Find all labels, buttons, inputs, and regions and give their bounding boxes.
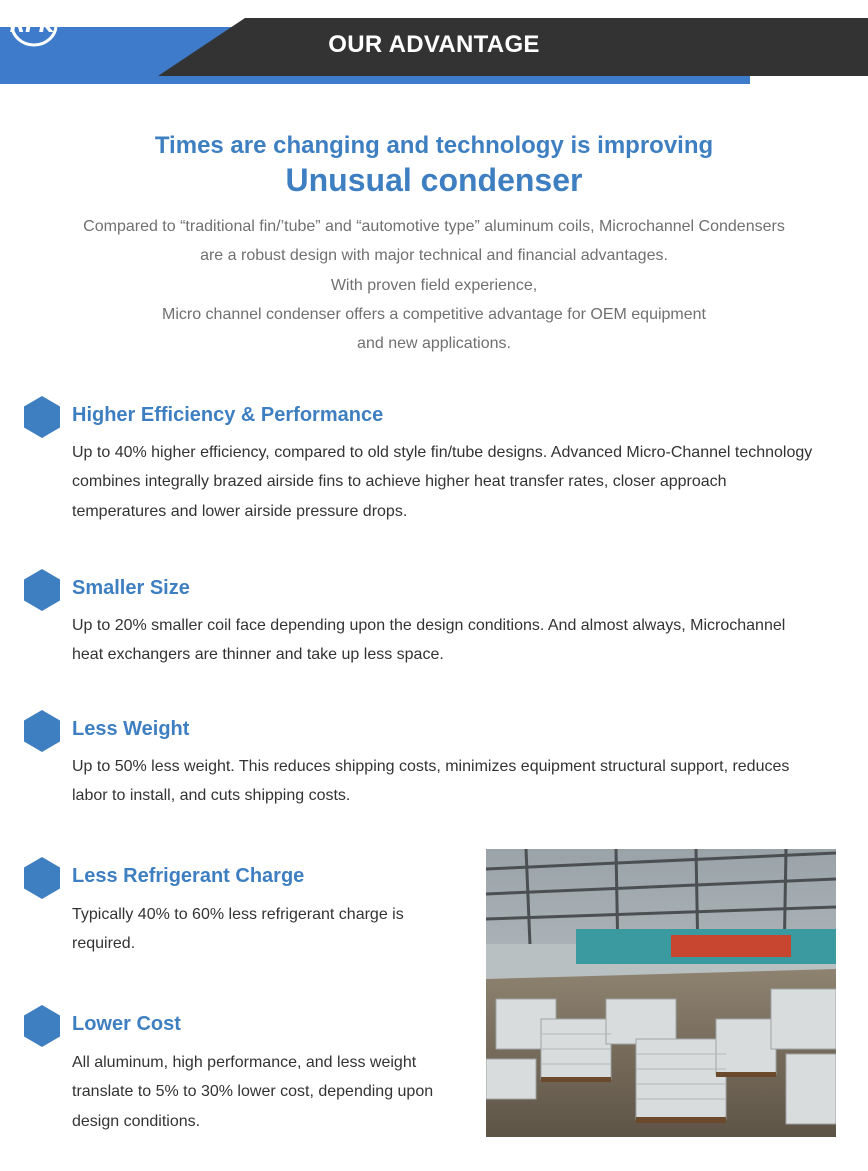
factory-photo — [486, 849, 836, 1137]
header-banner — [0, 0, 868, 90]
feature-line: Up to 50% less weight. This reduces shipping costs, minimizes equipment structural support, reduces — [72, 758, 790, 775]
feature-line: labor to install, and cuts shipping costs. — [72, 787, 351, 805]
feature-title: Lower Cost — [72, 1013, 181, 1035]
feature-line: translate to 5% to 30% lower cost, depending upon — [72, 1083, 434, 1101]
intro-line: With proven field experience, — [330, 276, 538, 294]
rfk-logo-icon — [0, 0, 64, 50]
feature-line: combines integrally brazed airside fins to achieve higher heat transfer rates, closer approach — [72, 473, 727, 491]
hexagon-bullet-icon — [22, 1004, 62, 1048]
feature-description — [72, 900, 472, 959]
feature-title: Less Weight — [72, 718, 190, 740]
feature-title: Smaller Size — [72, 577, 190, 599]
feature-description — [72, 1048, 472, 1136]
page-title: OUR ADVANTAGE — [328, 31, 540, 58]
feature-line: All aluminum, high performance, and less weight — [72, 1054, 417, 1071]
factory-illustration — [486, 849, 836, 1137]
feature-line: Up to 20% smaller coil face depending upon the design conditions. And almost always, Microchannel — [72, 617, 786, 634]
feature-title: Higher Efficiency & Performance — [72, 404, 384, 426]
intro-line: Micro channel condenser offers a competitive advantage for OEM equipment — [162, 305, 706, 323]
feature-line: heat exchangers are thinner and take up less space. — [72, 646, 444, 664]
feature-line: Typically 40% to 60% less refrigerant charge is — [72, 906, 404, 923]
feature-line: temperatures and lower airside pressure drops. — [72, 502, 408, 520]
intro-line: Compared to “traditional fin/’tube” and “automotive type” aluminum coils, Microchannel Condensers — [83, 218, 785, 235]
hexagon-bullet-icon — [22, 395, 62, 439]
intro-line: and new applications. — [357, 335, 511, 353]
section-subtitle: Times are changing and technology is improving — [154, 132, 714, 159]
feature-line: design conditions. — [72, 1112, 201, 1130]
feature-description — [72, 611, 862, 670]
feature-description — [72, 438, 862, 526]
intro-line: are a robust design with major technical and financial advantages. — [200, 247, 668, 265]
section-title: Unusual condenser — [285, 162, 583, 198]
feature-line: Up to 40% higher efficiency, compared to old style fin/tube designs. Advanced Micro-Channel technology — [72, 444, 813, 461]
hexagon-bullet-icon — [22, 709, 62, 753]
feature-title: Less Refrigerant Charge — [72, 865, 305, 887]
hexagon-bullet-icon — [22, 856, 62, 900]
feature-line: required. — [72, 935, 136, 953]
intro-paragraph — [40, 212, 828, 358]
hexagon-bullet-icon — [22, 568, 62, 612]
logo-text: RFK — [9, 13, 55, 37]
feature-description — [72, 752, 862, 811]
